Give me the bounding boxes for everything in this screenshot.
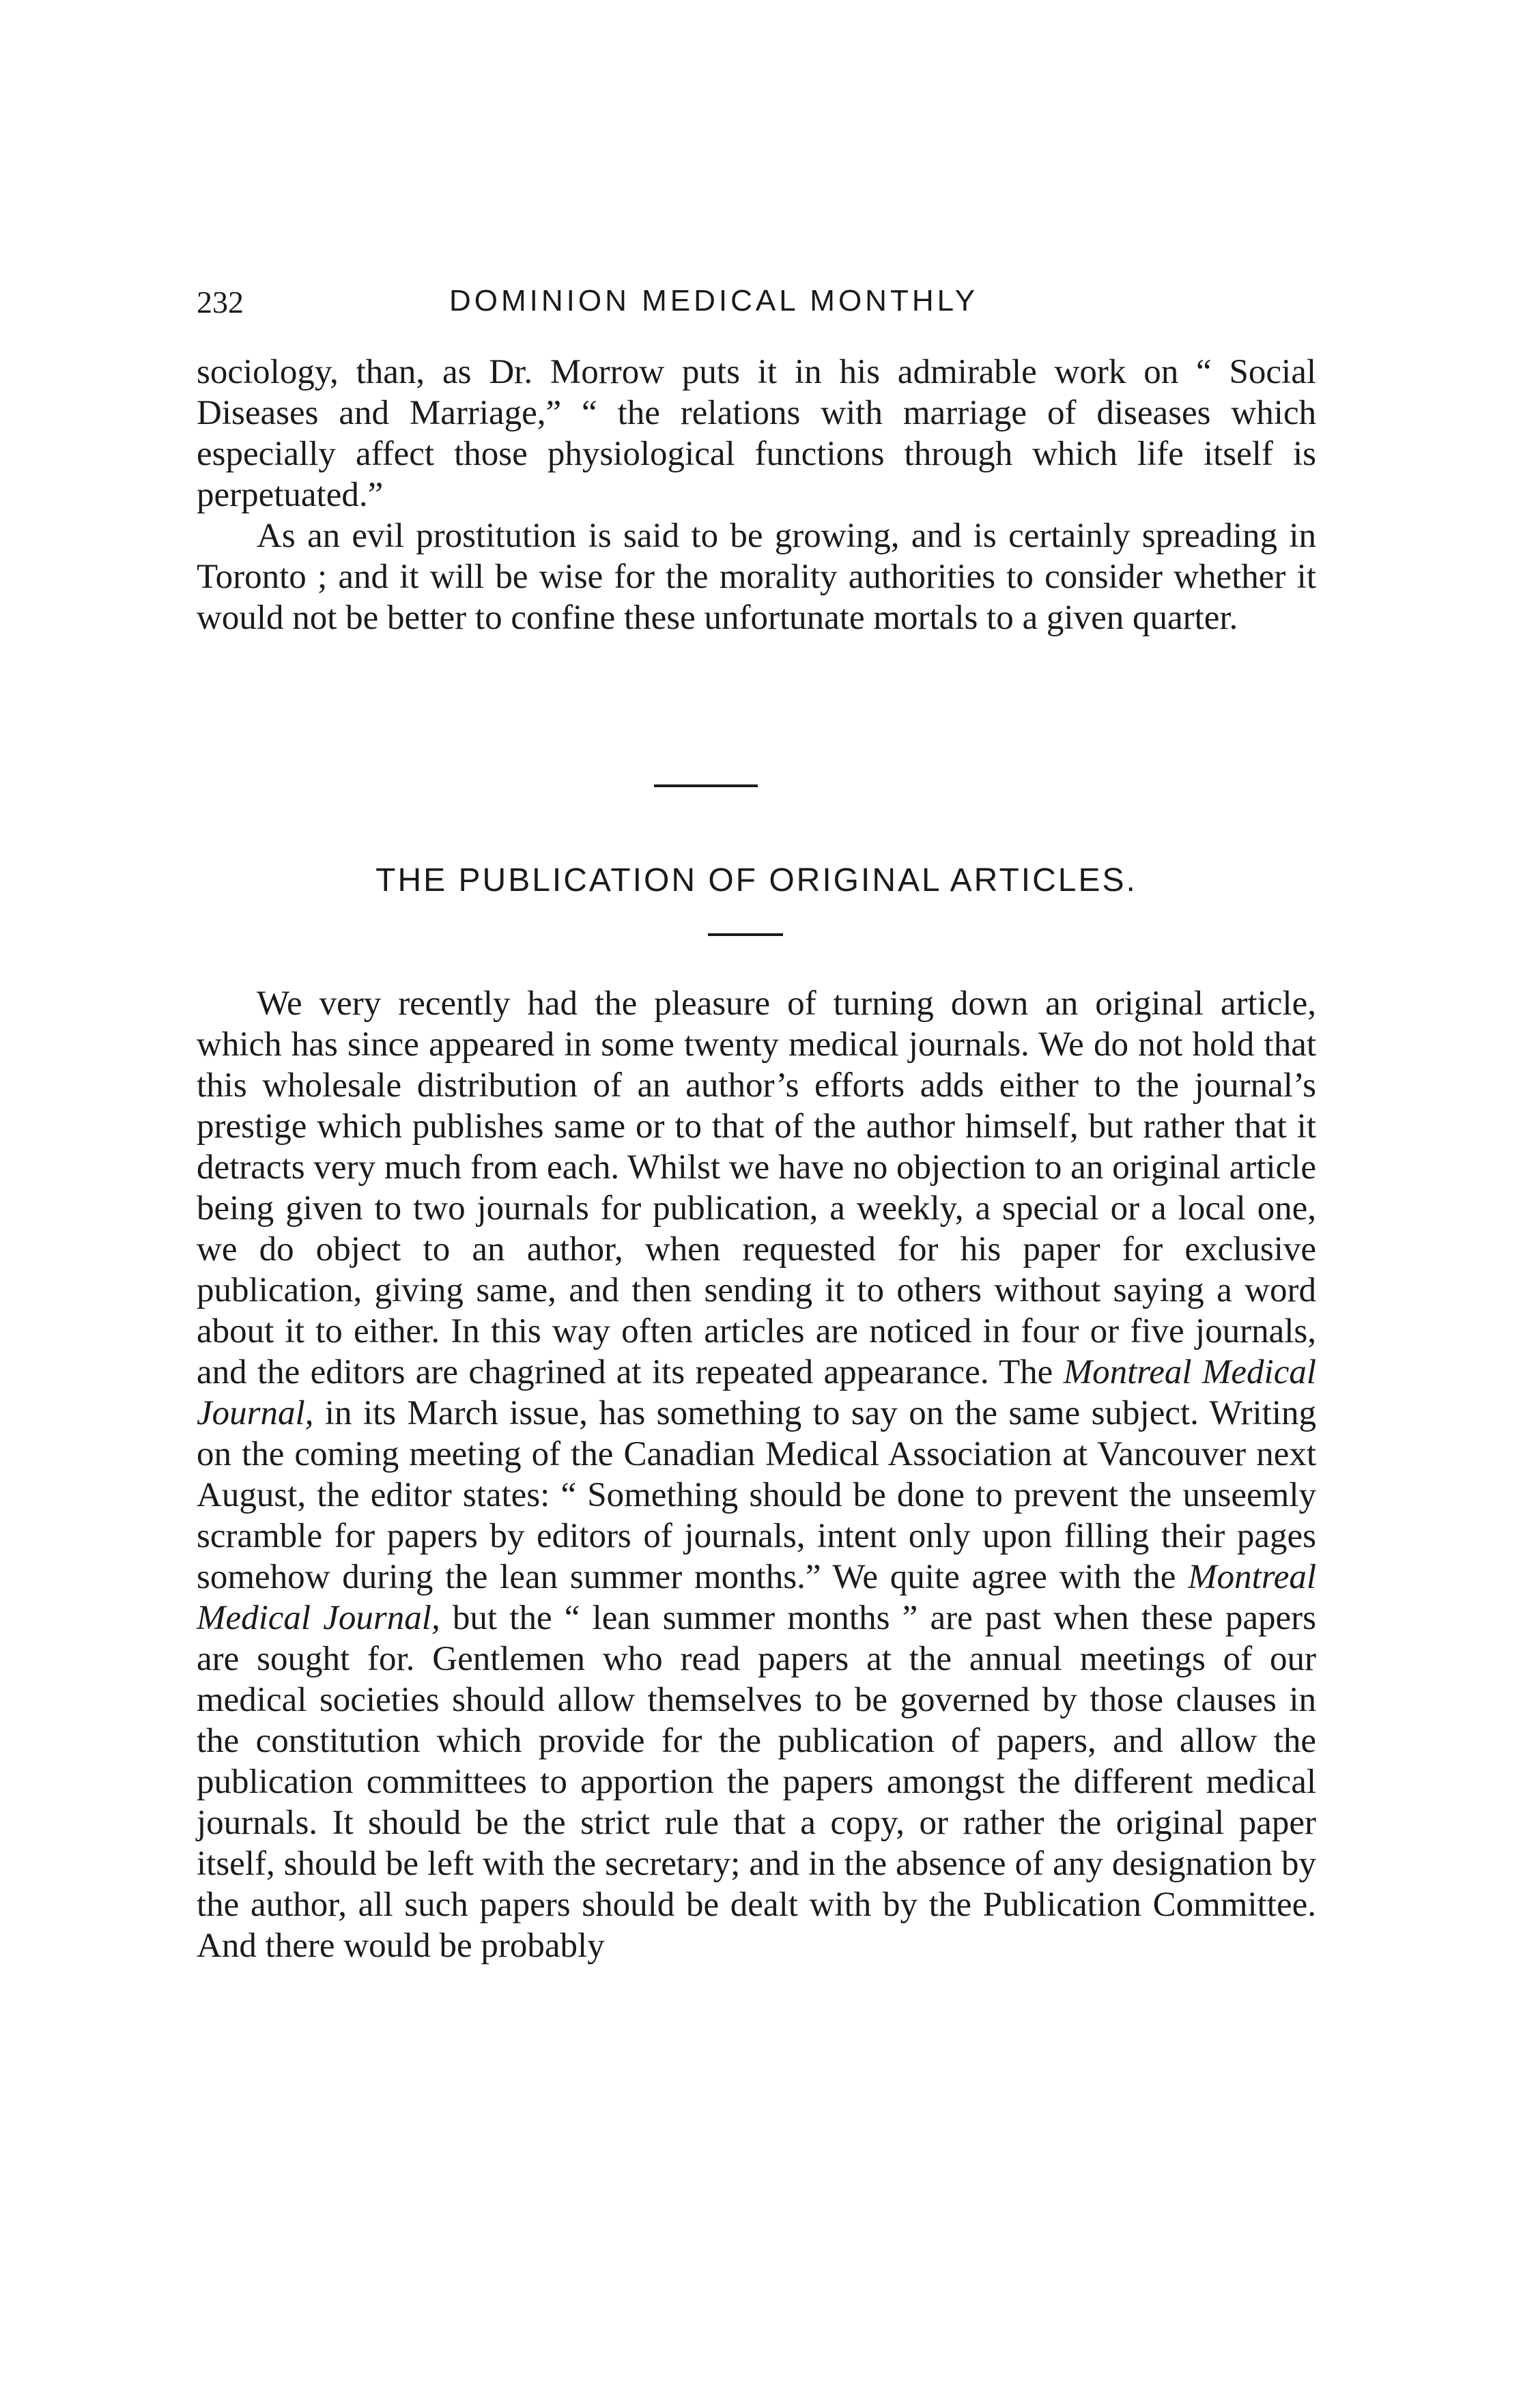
journal-name-1: Montreal Medical Journal, bbox=[197, 1353, 1316, 1432]
article-title: THE PUBLICATION OF ORIGINAL ARTICLES. bbox=[375, 862, 1137, 898]
journal-title: DOMINION MEDICAL MONTHLY bbox=[449, 284, 979, 317]
article-body bbox=[197, 983, 1316, 1966]
continued-paragraph-2: As an evil prostitution is said to be growing, and is certainly spreading in Toronto ; and it will be wise for the morality authorities to consider whether it would not be better to confine these unfortunate mortals to a given quarter. bbox=[197, 517, 1316, 637]
title-underline bbox=[708, 933, 783, 936]
journal-name-2: Montreal Medical Journal, bbox=[197, 1558, 1317, 1637]
page-number: 232 bbox=[197, 285, 244, 320]
article-text-1: We very recently had the pleasure of turning down an original article, which has since appeared in some twenty medical journals. We do not hold that this wholesale distribution of an author’s efforts adds either to the journal’s prestige which publishes same or to that of the author himself, but rather that it detracts very much from each. Whilst we have no objection to an original article being given to two journals for publication, a weekly, a special or a local one, we do object to an author, when requested for his paper for exclusive publication, giving same, and then sending it to others without saying a word about it to either. In this way often articles are noticed in four or five journals, and the editors are chagrined at its repeated appearance. The bbox=[197, 985, 1316, 1391]
article-paragraph bbox=[197, 983, 1316, 1966]
section-divider bbox=[654, 784, 758, 787]
article-text-3: but the “ lean summer months ” are past when these papers are sought for. Gentlemen who read papers at the annual meetings of our medical societies should allow themselves to be governed by those clauses in the constitution which provide for the publication of papers, and allow the publication committees to apportion the papers amongst the different medical journals. It should be the strict rule that a copy, or rather the original paper itself, should be left with the secretary; and in the absence of any designation by the author, all such papers should be dealt with by the Publication Committee. And there would be probably bbox=[197, 1599, 1317, 1965]
continued-paragraph-1: sociology, than, as Dr. Morrow puts it in his admirable work on “ Social Diseases and Marriage,” “ the relations with marriage of diseases which especially affect those physiological functions through which life itself is perpetuated.” bbox=[197, 353, 1316, 514]
running-header bbox=[197, 280, 1316, 328]
continued-text bbox=[197, 352, 1316, 638]
article-text-2: in its March issue, has something to say on the same subject. Writing on the coming meeting of the Canadian Medical Association at Vancouver next August, the editor states: “ Something should be done to prevent the unseemly scramble for papers by editors of journals, intent only upon filling their pages somehow during the lean summer months.” We quite agree with the bbox=[197, 1394, 1317, 1596]
